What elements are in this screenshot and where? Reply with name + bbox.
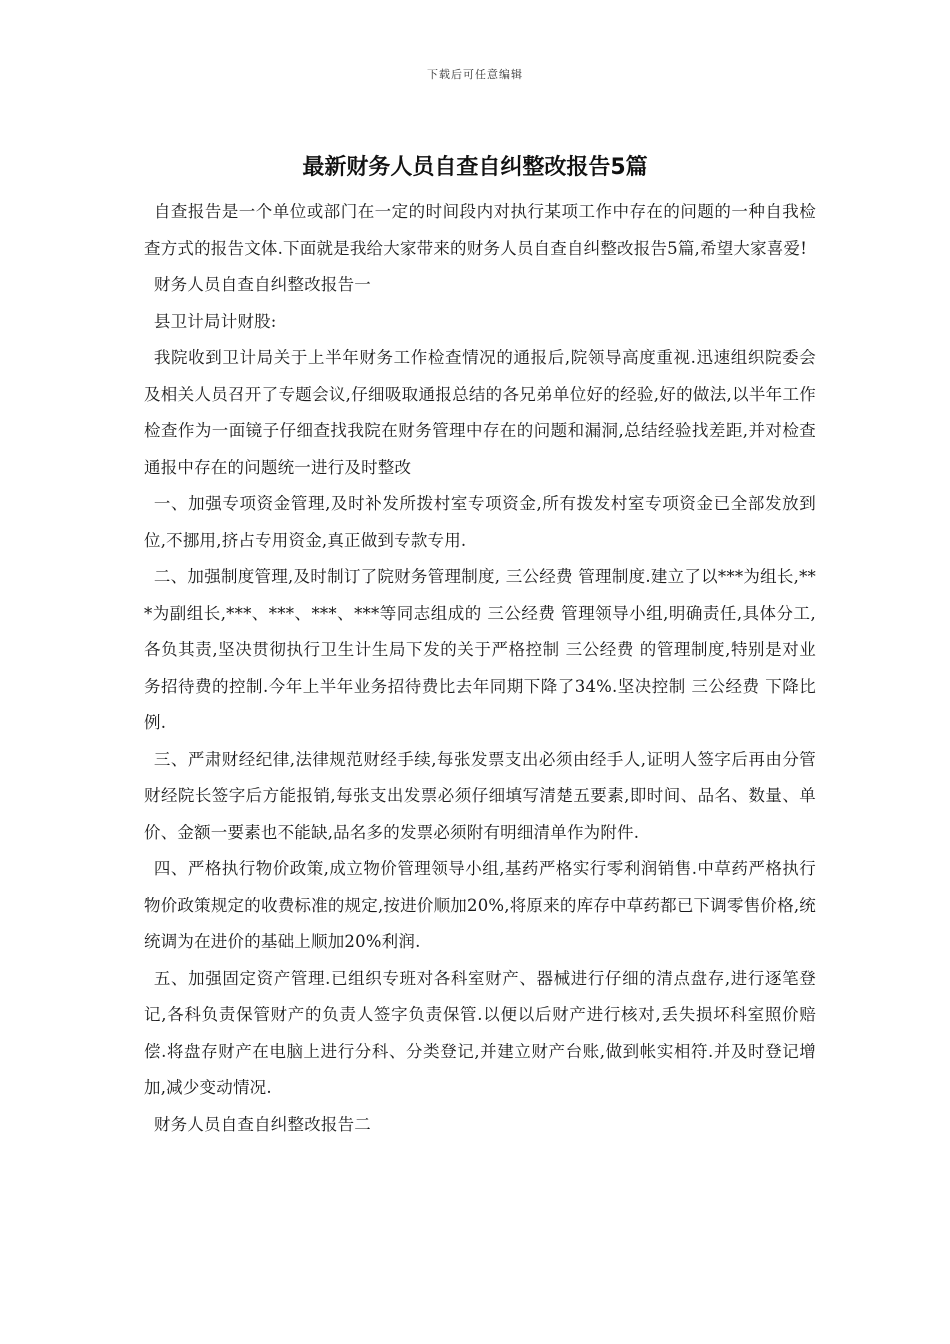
- body-paragraph: 我院收到卫计局关于上半年财务工作检查情况的通报后,院领导高度重视.迅速组织院委会及相关人员召开了专题会议,仔细吸取通报总结的各兄弟单位好的经验,好的做法,以半年工作检查作为一面镜子仔细查找我院在财务管理中存在的问题和漏洞,总结经验找差距,并对检查通报中存在的问题统一进行及时整改: [144, 348, 816, 477]
- section-heading-report-one: 财务人员自查自纠整改报告一: [153, 275, 371, 294]
- intro-paragraph: 自查报告是一个单位或部门在一定的时间段内对执行某项工作中存在的问题的一种自我检查方式的报告文体.下面就是我给大家带来的财务人员自查自纠整改报告5篇,希望大家喜爱!: [144, 202, 816, 258]
- addressee-line: 县卫计局计财股:: [153, 311, 277, 331]
- document-body: [144, 194, 816, 1143]
- section-heading-report-two: 财务人员自查自纠整改报告二: [153, 1114, 371, 1134]
- item-two-paragraph: 二、加强制度管理,及时制订了院财务管理制度, 三公经费 管理制度.建立了以***为组长,***为副组长,***、***、***、***等同志组成的 三公经费 管理领导小组,明确责任,具体分工,各负其责,坚决贯彻执行卫生计生局下发的关于严格控制 三公经费 的管理制度,特别是对业务招待费的控制.今年上半年业务招待费比去年同期下降了34%.坚决控制 三公经费 下降比例.: [144, 567, 816, 732]
- item-five-paragraph: 五、加强固定资产管理.已组织专班对各科室财产、器械进行仔细的清点盘存,进行逐笔登记,各科负责保管财产的负责人签字负责保管.以便以后财产进行核对,丢失损坏科室照价赔偿.将盘存财产在电脑上进行分科、分类登记,并建立财产台账,做到帐实相符.并及时登记增加,减少变动情况.: [144, 968, 816, 1097]
- document-title: 最新财务人员自查自纠整改报告5篇: [302, 155, 648, 180]
- item-three-paragraph: 三、严肃财经纪律,法律规范财经手续,每张发票支出必须由经手人,证明人签字后再由分管财经院长签字后方能报销,每张支出发票必须仔细填写清楚五要素,即时间、品名、数量、单价、金额一要素也不能缺,品名多的发票必须附有明细清单作为附件.: [144, 749, 816, 842]
- item-one-paragraph: 一、加强专项资金管理,及时补发所拨村室专项资金,所有拨发村室专项资金已全部发放到位,不挪用,挤占专用资金,真正做到专款专用.: [144, 494, 816, 550]
- page-header-note: 下载后可任意编辑: [427, 68, 523, 81]
- item-four-paragraph: 四、严格执行物价政策,成立物价管理领导小组,基药严格实行零利润销售.中草药严格执行物价政策规定的收费标准的规定,按进价顺加20%,将原来的库存中草药都已下调零售价格,统统调为在进价的基础上顺加20%利润.: [144, 859, 816, 951]
